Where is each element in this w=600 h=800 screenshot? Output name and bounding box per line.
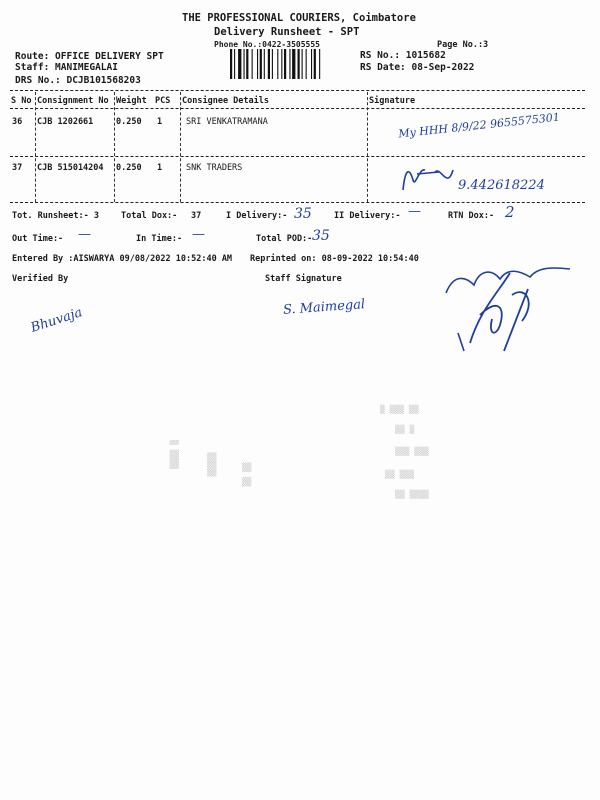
i-delivery-value: 35: [294, 206, 312, 222]
bleed-through-text: ▒▒▒ ▒▒▒: [395, 447, 429, 456]
barcode: [230, 49, 350, 79]
row-consignee: SRI VENKATRAMANA: [186, 117, 268, 127]
ii-delivery-value: —: [408, 204, 421, 219]
staff-signature-label: Staff Signature: [265, 274, 342, 284]
row-consignment: CJB 515014204: [37, 163, 104, 173]
i-delivery-label: I Delivery:-: [226, 211, 288, 221]
column-separator: [367, 92, 368, 202]
row-weight: 0.250: [116, 163, 142, 173]
staff: Staff: MANIMEGALAI: [15, 62, 118, 73]
divider: [10, 156, 585, 157]
bleed-through-text: ▒▒ ▒▒▒▒: [395, 490, 429, 499]
out-time-value: —: [78, 227, 91, 242]
reprinted-on: Reprinted on: 08-09-2022 10:54:40: [250, 254, 419, 264]
tot-runsheet: Tot. Runsheet:- 3: [12, 211, 99, 221]
document-title: Delivery Runsheet - SPT: [214, 26, 360, 38]
page-number: Page No.:3: [437, 40, 489, 50]
verified-by-label: Verified By: [12, 274, 69, 284]
total-dox-label: Total Dox:-: [121, 211, 178, 221]
customer-signature-icon: [395, 160, 465, 200]
col-header-pcs: PCS: [155, 96, 171, 106]
row-pcs: 1: [157, 117, 163, 127]
col-header-consignment: Consignment No: [37, 96, 109, 106]
row-sno: 36: [12, 117, 23, 127]
bleed-through-text: ▒▒ ▒: [395, 425, 415, 434]
column-separator: [114, 92, 115, 202]
rtn-dox-value: 2: [505, 203, 515, 221]
rs-date: RS Date: 08-Sep-2022: [360, 62, 475, 73]
rtn-dox-label: RTN Dox:-: [448, 211, 495, 221]
total-dox-value: 37: [191, 211, 202, 221]
row-consignee: SNK TRADERS: [186, 163, 243, 173]
phone-number: Phone No.:0422-3505555: [214, 40, 320, 49]
divider: [10, 202, 585, 203]
row-phone-handwritten: 9.442618224: [458, 178, 545, 193]
verified-signature-handwritten: Bhuvaja: [28, 305, 85, 336]
bleed-through-text: ▒ ▒▒▒ ▒▒: [380, 405, 419, 414]
in-time-value: —: [192, 227, 205, 242]
total-pod-value: 35: [312, 228, 330, 244]
bleed-through-text: ▒▒▒▒▒: [207, 452, 217, 477]
col-header-weight: Weight: [116, 96, 147, 106]
bleed-through-text: ▒▒ ▒▒: [242, 462, 252, 487]
col-header-consignee: Consignee Details: [182, 96, 269, 106]
divider: [10, 108, 585, 109]
entered-by: Entered By :AISWARYA 09/08/2022 10:52:40 AM: [12, 254, 233, 264]
drs-number: DRS No.: DCJB101568203: [15, 75, 141, 86]
column-separator: [35, 92, 36, 202]
col-header-sno: S No: [11, 96, 32, 106]
company-name: THE PROFESSIONAL COURIERS, Coimbatore: [182, 12, 416, 24]
in-time-label: In Time:-: [136, 234, 183, 244]
row-weight: 0.250: [116, 117, 142, 127]
bleed-through-text: ▒▒▒▒ ▒: [169, 440, 179, 469]
row-sno: 37: [12, 163, 23, 173]
ii-delivery-label: II Delivery:-: [334, 211, 401, 221]
row-consignment: CJB 1202661: [37, 117, 94, 127]
divider: [10, 90, 585, 91]
rs-number: RS No.: 1015682: [360, 50, 446, 61]
row-signature-handwritten: My HHH 8/9/22 9655575301: [397, 110, 561, 141]
col-header-signature: Signature: [369, 96, 416, 106]
column-separator: [180, 92, 181, 202]
out-time-label: Out Time:-: [12, 234, 64, 244]
stamp-signature-icon: [440, 255, 580, 360]
route: Route: OFFICE DELIVERY SPT: [15, 51, 164, 62]
row-pcs: 1: [157, 163, 163, 173]
total-pod-label: Total POD:-: [256, 234, 313, 244]
staff-signature-handwritten: S. Maimegal: [282, 297, 366, 318]
bleed-through-text: ▒▒ ▒▒▒: [385, 470, 414, 479]
